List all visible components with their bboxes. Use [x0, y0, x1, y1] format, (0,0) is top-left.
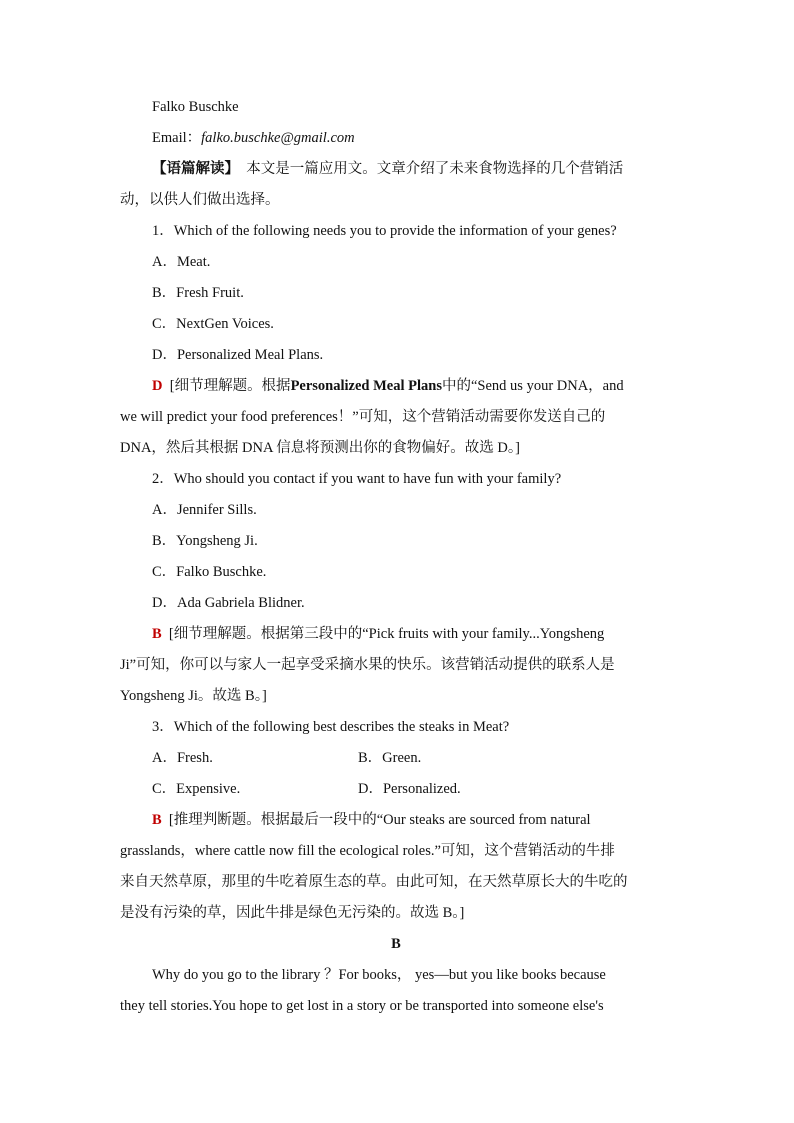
q2-explanation: B [细节理解题。根据第三段中的“Pick fruits with your family...Yongsheng Ji”可知，你可以与家人一起享受采摘水果的快乐。该营销活动提供的联系人是 Yongsheng Ji。故选 B。] — [120, 619, 672, 712]
signature-email-line — [120, 123, 672, 154]
q2-option-d: D．Ada Gabriela Blidner. — [152, 595, 305, 611]
q3-option-c: C．Expensive. — [152, 781, 241, 797]
q3-answer: B — [152, 812, 162, 828]
q1-option-b: B．Fresh Fruit. — [152, 285, 244, 301]
q3-option-b: B．Green. — [358, 750, 422, 766]
q1-option-c: C．NextGen Voices. — [152, 316, 274, 332]
q3-explanation: B [推理判断题。根据最后一段中的“Our steaks are sourced from natural grasslands，where cattle now fill the ecological roles.”可知，这个营销活动的牛排 来自天然草原，那里的牛吃着原生态的草。由此可知，在天然草原长大的牛吃的 是没有污染的草，因此牛排是绿色无污染的。故选 B。] — [120, 805, 672, 929]
section-b-heading: B — [391, 936, 401, 952]
email-address: falko.buschke@gmail.com — [201, 130, 355, 146]
q3-option-a: A．Fresh. — [152, 750, 213, 766]
question-2-stem: 2．Who should you contact if you want to have fun with your family? — [152, 471, 562, 487]
question-3-stem: 3．Which of the following best describes the steaks in Meat? — [152, 719, 510, 735]
q2-option-a: A．Jennifer Sills. — [152, 502, 257, 518]
question-1-stem: 1．Which of the following needs you to provide the information of your genes? — [152, 223, 617, 239]
email-label: Email： — [152, 130, 202, 146]
q1-option-d: D．Personalized Meal Plans. — [152, 347, 324, 363]
q2-option-b: B．Yongsheng Ji. — [152, 533, 258, 549]
content — [120, 92, 672, 1022]
q2-answer: B — [152, 626, 162, 642]
signature-name: Falko Buschke — [152, 99, 239, 115]
reading-analysis: 【语篇解读】 本文是一篇应用文。文章介绍了未来食物选择的几个营销活 动，以供人们做出选择。 — [120, 154, 672, 216]
q3-option-d: D．Personalized. — [358, 781, 461, 797]
section-b-passage: Why do you go to the library ？For books， yes—but you like books because they tell stories.You hope to get lost in a story or be transported into someone else's — [120, 967, 606, 1014]
q1-explanation: D [细节理解题。根据Personalized Meal Plans中的“Send us your DNA，and we will predict your food preferences！”可知，这个营销活动需要你发送自己的 DNA，然后其根据 DNA 信息将预测出你的食物偏好。故选 D。] — [120, 371, 672, 464]
q3-options-cd — [120, 774, 672, 805]
q1-option-a: A．Meat. — [152, 254, 211, 270]
q2-option-c: C．Falko Buschke. — [152, 564, 267, 580]
reading-label: 【语篇解读】 — [152, 161, 239, 177]
q3-options-ab — [120, 743, 672, 774]
q1-answer: D — [152, 378, 163, 394]
